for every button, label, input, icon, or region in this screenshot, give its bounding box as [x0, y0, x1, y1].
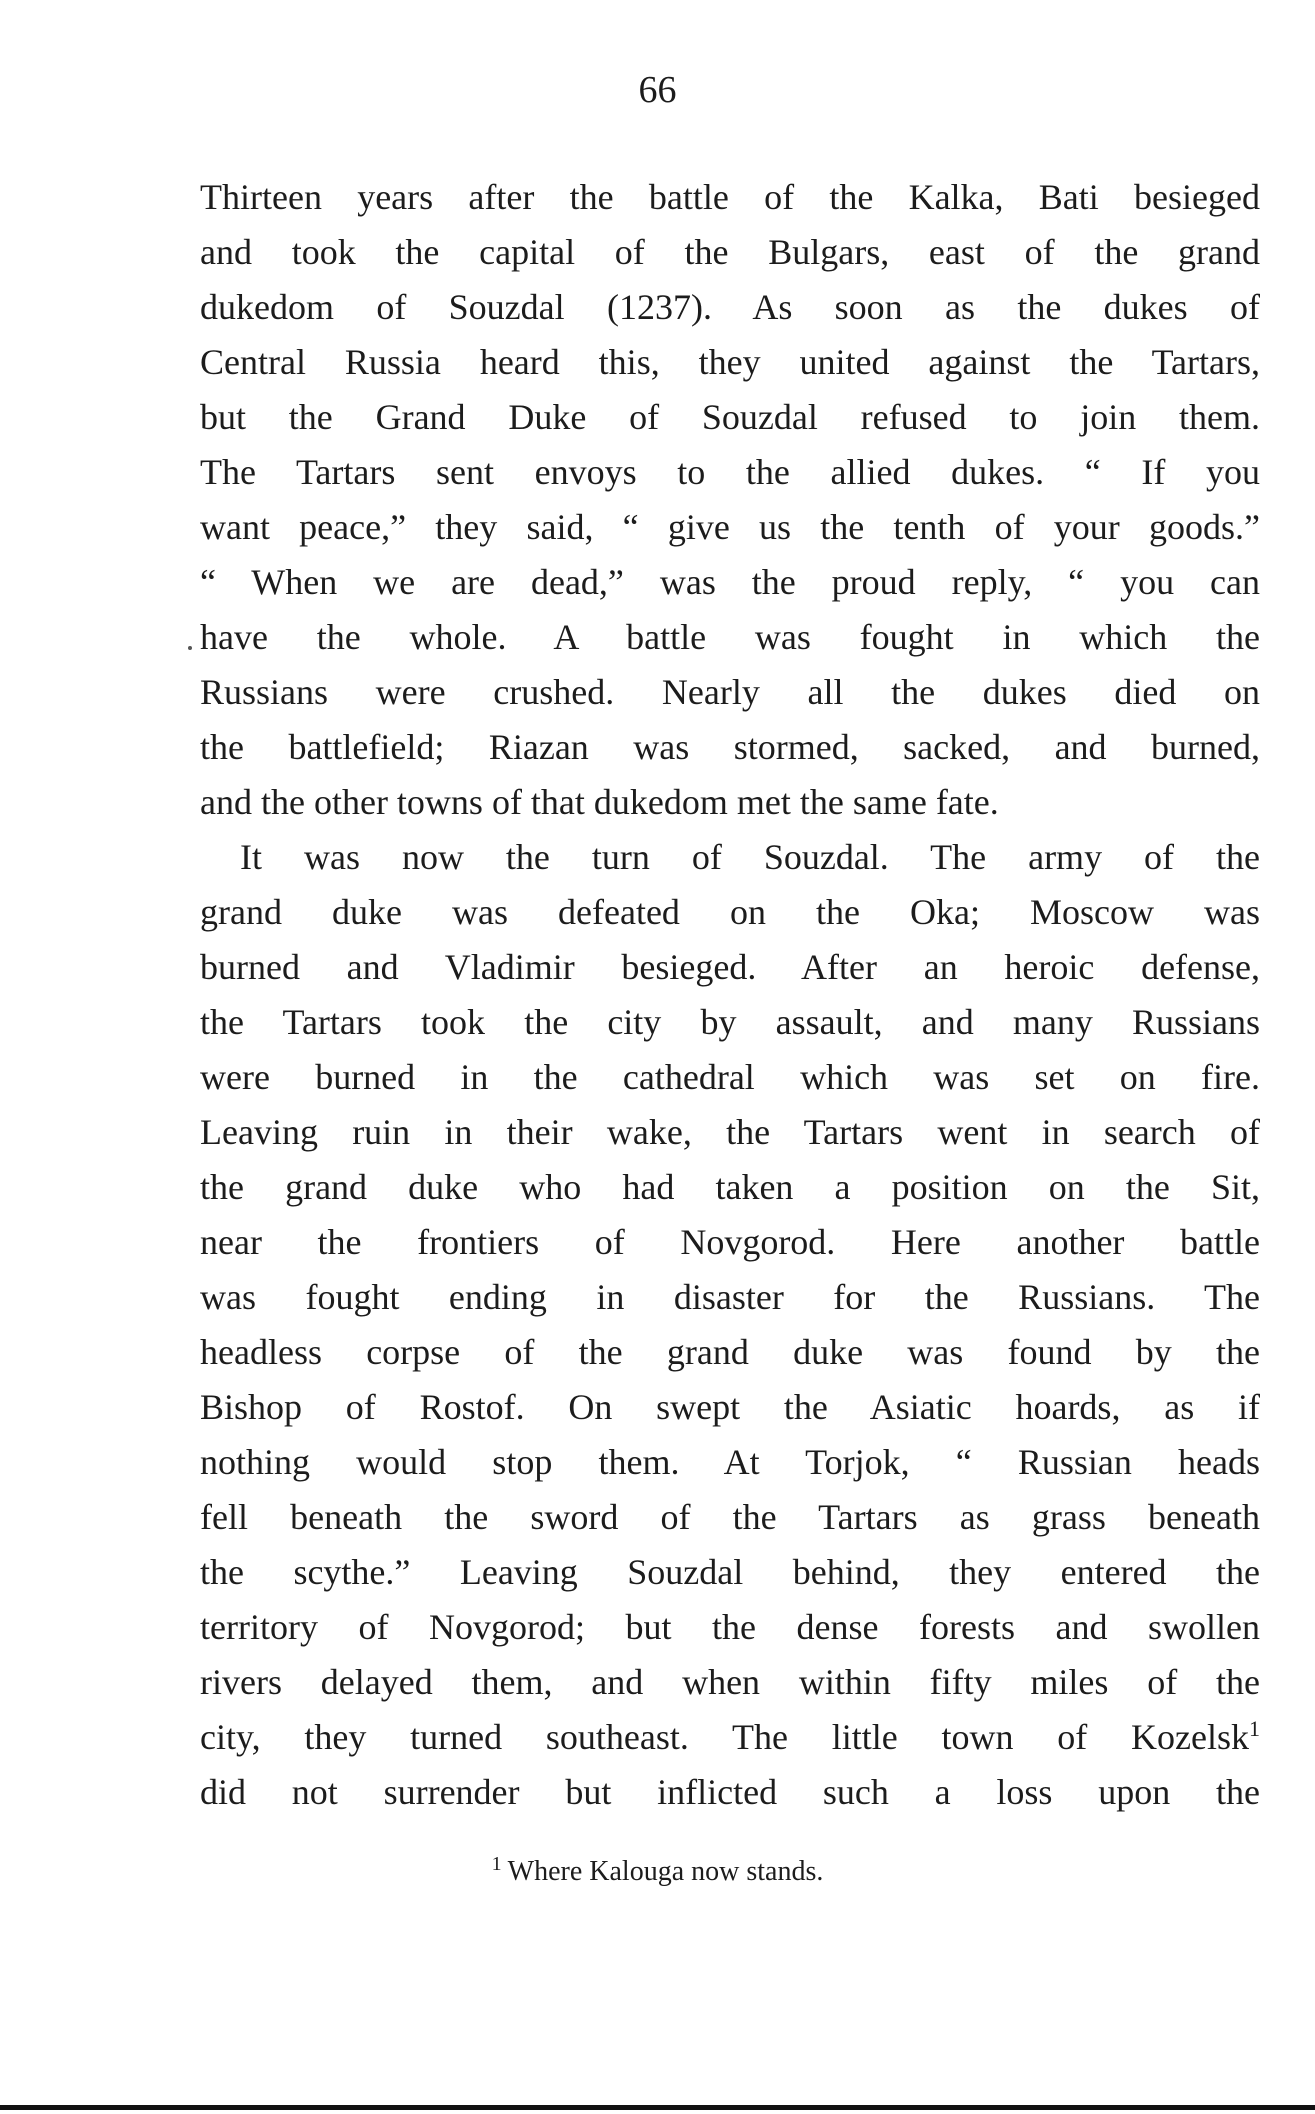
- text-line: headless corpse of the grand duke was found by the: [200, 1332, 1260, 1372]
- text-line: The Tartars sent envoys to the allied dukes. “ If you: [200, 452, 1260, 492]
- text-line: were burned in the cathedral which was set on fire.: [200, 1057, 1260, 1097]
- text-line: rivers delayed them, and when within fifty miles of the: [200, 1662, 1260, 1702]
- text-line: want peace,” they said, “ give us the tenth of your goods.”: [200, 507, 1260, 547]
- text-line: Leaving ruin in their wake, the Tartars went in search of: [200, 1112, 1260, 1152]
- paper-speck: [188, 646, 192, 650]
- footnote-mark: 1: [491, 1852, 502, 1875]
- text-line: the battlefield; Riazan was stormed, sacked, and burned,: [200, 727, 1260, 767]
- text-line: Central Russia heard this, they united against the Tartars,: [200, 342, 1260, 382]
- page-bottom-edge: [0, 2105, 1315, 2110]
- text-line: “ When we are dead,” was the proud reply, “ you can: [200, 562, 1260, 602]
- text-line: fell beneath the sword of the Tartars as grass beneath: [200, 1497, 1260, 1537]
- text-line: nothing would stop them. At Torjok, “ Russian heads: [200, 1442, 1260, 1482]
- text-line: and the other towns of that dukedom met the same fate.: [200, 782, 999, 822]
- text-line: the Tartars took the city by assault, and many Russians: [200, 1002, 1260, 1042]
- text-line: territory of Novgorod; but the dense forests and swollen: [200, 1607, 1260, 1647]
- text-line: Thirteen years after the battle of the Kalka, Bati besieged: [200, 177, 1260, 217]
- text-line: was fought ending in disaster for the Russians. The: [200, 1277, 1260, 1317]
- text-line: and took the capital of the Bulgars, east of the grand: [200, 232, 1260, 272]
- page-number: 66: [638, 69, 677, 111]
- text-line: Russians were crushed. Nearly all the dukes died on: [200, 672, 1260, 712]
- text-line: but the Grand Duke of Souzdal refused to join them.: [200, 397, 1260, 437]
- text-line: the grand duke who had taken a position on the Sit,: [200, 1167, 1260, 1207]
- text-line: near the frontiers of Novgorod. Here another battle: [200, 1222, 1260, 1262]
- footnote-text: Where Kalouga now stands.: [507, 1856, 824, 1887]
- text-line: did not surrender but inflicted such a loss upon the: [200, 1772, 1260, 1812]
- text-line: Bishop of Rostof. On swept the Asiatic hoards, as if: [200, 1387, 1260, 1427]
- text-line: It was now the turn of Souzdal. The army of the: [240, 837, 1260, 877]
- text-line: dukedom of Souzdal (1237). As soon as the dukes of: [200, 287, 1260, 327]
- footnote-reference: 1: [1249, 1716, 1260, 1741]
- text-line: have the whole. A battle was fought in which the: [200, 617, 1260, 657]
- footnote: [0, 1852, 1315, 1889]
- text-line-segment: city, they turned southeast. The little town of Kozelsk: [200, 1717, 1249, 1757]
- text-line: grand duke was defeated on the Oka; Moscow was: [200, 892, 1260, 932]
- body-text: [200, 170, 1260, 1820]
- text-line: burned and Vladimir besieged. After an heroic defense,: [200, 947, 1260, 987]
- text-line-with-footnote-ref: [200, 1710, 1260, 1765]
- text-line: the scythe.” Leaving Souzdal behind, they entered the: [200, 1552, 1260, 1592]
